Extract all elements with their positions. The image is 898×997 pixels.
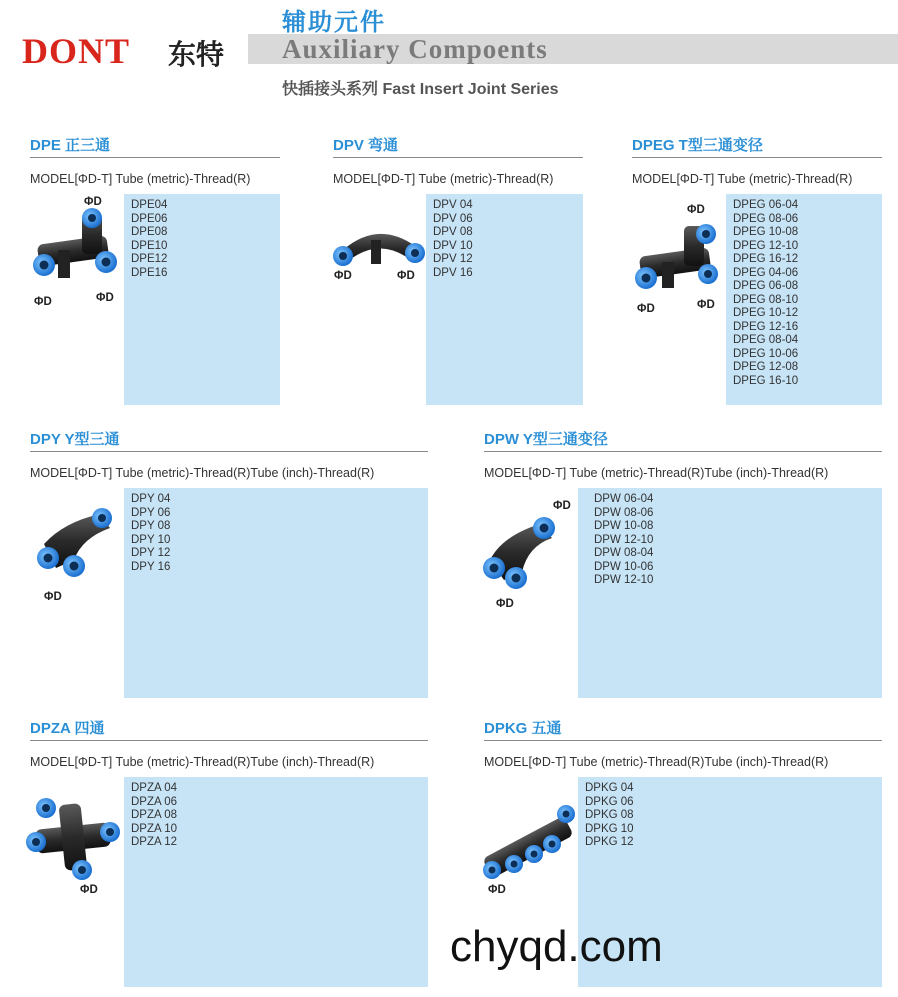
model-list-dpeg xyxy=(733,199,798,388)
model-item: DPEG 10-06 xyxy=(733,347,799,360)
model-item: DPEG 10-08 xyxy=(733,226,799,238)
model-item: DPZA 04 xyxy=(131,782,178,794)
model-item: DPY 08 xyxy=(131,520,171,532)
table-header-dpy: MODEL[ΦD-T] Tube (metric)-Thread(R)Tube (inch)-Thread(R) xyxy=(30,466,375,480)
model-item: DPY 10 xyxy=(131,533,171,546)
model-list-dpkg xyxy=(585,782,634,850)
section-divider xyxy=(30,740,428,741)
model-item: DPZA 10 xyxy=(131,822,178,835)
model-item: DPEG 12-10 xyxy=(733,239,799,252)
model-item: DPE06 xyxy=(131,212,168,225)
model-item: DPEG 12-08 xyxy=(733,361,799,373)
model-list-dpv xyxy=(433,199,473,280)
model-item: DPV 16 xyxy=(433,266,473,279)
section-divider xyxy=(30,451,428,452)
model-item: DPZA 08 xyxy=(131,809,178,821)
series-subtitle: 快插接头系列 Fast Insert Joint Series xyxy=(282,81,559,98)
model-item: DPZA 12 xyxy=(131,836,178,848)
model-item: DPEG 10-12 xyxy=(733,307,799,319)
model-item: DPEG 08-04 xyxy=(733,334,799,346)
model-item: DPKG 10 xyxy=(585,822,634,835)
model-table-dpza xyxy=(124,777,428,987)
model-table-dpw xyxy=(578,488,882,698)
dpkg-manifold-fitting-image xyxy=(478,800,574,882)
section-divider xyxy=(484,740,882,741)
section-divider xyxy=(632,157,882,158)
model-item: DPY 16 xyxy=(131,560,171,573)
watermark-text: chyqd.com xyxy=(450,922,663,971)
table-header-dpw: MODEL[ΦD-T] Tube (metric)-Thread(R)Tube (inch)-Thread(R) xyxy=(484,466,829,480)
model-item: DPW 12-10 xyxy=(594,533,654,546)
model-table-dpe xyxy=(124,194,280,405)
section-divider xyxy=(484,451,882,452)
model-list-dpy xyxy=(131,493,170,574)
model-item: DPEG 08-10 xyxy=(733,293,799,306)
phi-d-label: ΦD xyxy=(34,296,52,308)
model-item: DPZA 06 xyxy=(131,795,178,808)
phi-d-label: ΦD xyxy=(96,292,114,304)
model-item: DPY 04 xyxy=(131,493,171,505)
section-title-dpw: DPW Y型三通变径 xyxy=(484,431,608,448)
dpw-reducing-y-image xyxy=(482,506,574,592)
phi-d-label: ΦD xyxy=(697,299,715,311)
model-item: DPE10 xyxy=(131,239,168,252)
brand-cn-name: 东特 xyxy=(168,39,225,70)
model-item: DPKG 08 xyxy=(585,809,634,821)
phi-d-label: ΦD xyxy=(397,270,415,282)
model-item: DPW 12-10 xyxy=(594,574,654,586)
section-title-dpe: DPE 正三通 xyxy=(30,137,111,154)
dpv-elbow-fitting-image xyxy=(333,218,425,268)
model-item: DPE12 xyxy=(131,253,168,265)
model-list-dpw xyxy=(594,493,653,588)
phi-d-label: ΦD xyxy=(334,270,352,282)
model-item: DPW 10-08 xyxy=(594,520,654,532)
table-header-dpv: MODEL[ΦD-T] Tube (metric)-Thread(R) xyxy=(333,172,554,186)
model-item: DPV 06 xyxy=(433,212,473,225)
section-divider xyxy=(30,157,280,158)
dpe-tee-fitting-image xyxy=(30,210,120,290)
model-table-dpeg xyxy=(726,194,882,405)
model-item: DPW 06-04 xyxy=(594,493,654,505)
model-item: DPEG 08-06 xyxy=(733,212,799,225)
model-item: DPW 08-06 xyxy=(594,506,654,519)
model-table-dpy xyxy=(124,488,428,698)
phi-d-label: ΦD xyxy=(496,598,514,610)
model-item: DPKG 12 xyxy=(585,836,634,848)
model-list-dpe xyxy=(131,199,167,280)
phi-d-label: ΦD xyxy=(488,884,506,896)
phi-d-label: ΦD xyxy=(44,591,62,603)
dpeg-reducing-tee-image xyxy=(632,220,722,300)
table-header-dpkg: MODEL[ΦD-T] Tube (metric)-Thread(R)Tube (inch)-Thread(R) xyxy=(484,755,829,769)
model-item: DPV 04 xyxy=(433,199,473,211)
phi-d-label: ΦD xyxy=(553,500,571,512)
section-divider xyxy=(333,157,583,158)
model-item: DPW 08-04 xyxy=(594,547,654,559)
model-item: DPEG 12-16 xyxy=(733,320,799,333)
section-title-dpza: DPZA 四通 xyxy=(30,720,105,737)
model-item: DPKG 04 xyxy=(585,782,634,794)
model-item: DPY 06 xyxy=(131,506,171,519)
model-item: DPW 10-06 xyxy=(594,560,654,573)
model-item: DPE08 xyxy=(131,226,168,238)
phi-d-label: ΦD xyxy=(687,204,705,216)
model-item: DPKG 06 xyxy=(585,795,634,808)
section-title-dpy: DPY Y型三通 xyxy=(30,431,120,448)
table-header-dpe: MODEL[ΦD-T] Tube (metric)-Thread(R) xyxy=(30,172,251,186)
model-item: DPV 08 xyxy=(433,226,473,238)
model-item: DPE04 xyxy=(131,199,168,211)
table-header-dpeg: MODEL[ΦD-T] Tube (metric)-Thread(R) xyxy=(632,172,853,186)
table-header-dpza: MODEL[ΦD-T] Tube (metric)-Thread(R)Tube (inch)-Thread(R) xyxy=(30,755,375,769)
brand-logo: DONT xyxy=(22,31,131,71)
phi-d-label: ΦD xyxy=(637,303,655,315)
model-item: DPEG 06-08 xyxy=(733,280,799,292)
page-title-en: Auxiliary Compoents xyxy=(282,34,548,64)
model-table-dpv xyxy=(426,194,583,405)
model-item: DPY 12 xyxy=(131,547,171,559)
model-item: DPEG 16-12 xyxy=(733,253,799,265)
model-item: DPV 10 xyxy=(433,239,473,252)
model-item: DPEG 04-06 xyxy=(733,266,799,279)
section-title-dpkg: DPKG 五通 xyxy=(484,720,562,737)
model-item: DPV 12 xyxy=(433,253,473,265)
dpy-y-fitting-image xyxy=(34,504,120,584)
model-list-dpza xyxy=(131,782,177,850)
model-item: DPE16 xyxy=(131,266,168,279)
model-item: DPEG 16-10 xyxy=(733,374,799,387)
page-title-cn: 辅助元件 xyxy=(282,9,386,36)
phi-d-label: ΦD xyxy=(84,196,102,208)
section-title-dpeg: DPEG T型三通变径 xyxy=(632,137,763,154)
phi-d-label: ΦD xyxy=(80,884,98,896)
section-title-dpv: DPV 弯通 xyxy=(333,137,399,154)
model-item: DPEG 06-04 xyxy=(733,199,799,211)
dpza-cross-fitting-image xyxy=(26,796,118,880)
